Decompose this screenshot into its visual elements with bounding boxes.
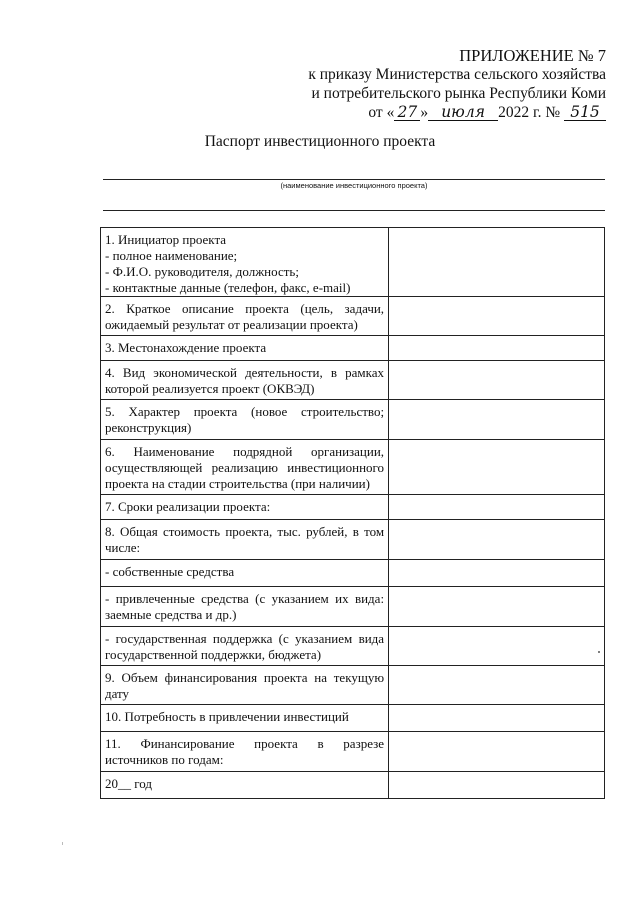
row-label: 11. Финансирование проекта в разрезе источников по годам: [101,732,389,772]
table-row [101,560,605,587]
table-row [101,520,605,560]
table-row [101,705,605,732]
table-row [101,361,605,400]
row-label: - привлеченные средства (с указанием их вида: заемные средства и др.) [101,587,389,627]
row-value-cell[interactable] [389,297,605,336]
row-label-line: - контактные данные (телефон, факс, e-mail) [105,280,351,295]
row-label: 7. Сроки реализации проекта: [101,495,389,520]
order-date-number [286,103,606,122]
row-value-cell[interactable] [389,772,605,799]
row-label: 3. Местонахождение проекта [101,336,389,361]
document-title: Паспорт инвестиционного проекта [204,133,436,150]
project-name-line-2 [103,210,605,211]
row-value-cell[interactable] [389,587,605,627]
row-label: 5. Характер проекта (новое строительство; реконструкция) [101,400,389,440]
project-name-line [103,179,605,180]
scan-speck [62,842,63,845]
row-value-cell[interactable] [389,228,605,297]
order-date-prefix: от « [368,104,395,121]
row-value-cell[interactable] [389,440,605,495]
order-year-part: 2022 г. № [498,104,561,121]
row-label: 10. Потребность в привлечении инвестиций [101,705,389,732]
table-row [101,228,605,297]
row-label: 8. Общая стоимость проекта, тыс. рублей, в том числе: [101,520,389,560]
row-label: - собственные средства [101,560,389,587]
project-name-caption: (наименование инвестиционного проекта) [280,181,428,190]
row-value-cell[interactable] [389,495,605,520]
row-value-cell[interactable] [389,400,605,440]
row-value-cell[interactable] [389,336,605,361]
row-value-cell[interactable] [389,627,605,666]
table-row [101,772,605,799]
table-row [101,495,605,520]
table-row [101,336,605,361]
row-label: 4. Вид экономической деятельности, в рамках которой реализуется проект (ОКВЭД) [101,361,389,400]
scan-speck [598,651,600,653]
row-value-cell[interactable] [389,732,605,772]
row-value-cell[interactable] [389,666,605,705]
order-reference-line-2: и потребительского рынка Республики Коми [311,85,606,102]
row-label: - государственная поддержка (с указанием вида государственной поддержки, бюджета) [101,627,389,666]
row-label: 2. Краткое описание проекта (цель, задачи, ожидаемый результат от реализации проекта) [101,297,389,336]
order-day-handwritten: 27 [394,105,420,121]
table-row [101,587,605,627]
row-label: 20__ год [101,772,389,799]
appendix-header [286,46,606,122]
table-row [101,666,605,705]
appendix-number: ПРИЛОЖЕНИЕ № 7 [459,46,606,65]
row-label-initiator [101,228,389,297]
table-row [101,627,605,666]
row-value-cell[interactable] [389,560,605,587]
row-label-line: 1. Инициатор проекта [105,232,227,247]
table-row [101,732,605,772]
order-month-handwritten: июля [428,105,498,121]
row-value-cell[interactable] [389,520,605,560]
passport-table [100,227,605,799]
order-date-mid: » [420,104,429,121]
table-row [101,440,605,495]
row-label: 9. Объем финансирования проекта на текущую дату [101,666,389,705]
row-label: 6. Наименование подрядной организации, осуществляющей реализацию инвестиционного проекта на стадии строительства (при наличии) [101,440,389,495]
row-label-line: - полное наименование; [105,248,238,263]
table-row [101,297,605,336]
table-row [101,400,605,440]
order-reference-line-1: к приказу Министерства сельского хозяйства [308,66,606,83]
row-value-cell[interactable] [389,361,605,400]
row-label-line: - Ф.И.О. руководителя, должность; [105,264,299,279]
row-value-cell[interactable] [389,705,605,732]
order-number-handwritten: 515 [564,105,606,121]
